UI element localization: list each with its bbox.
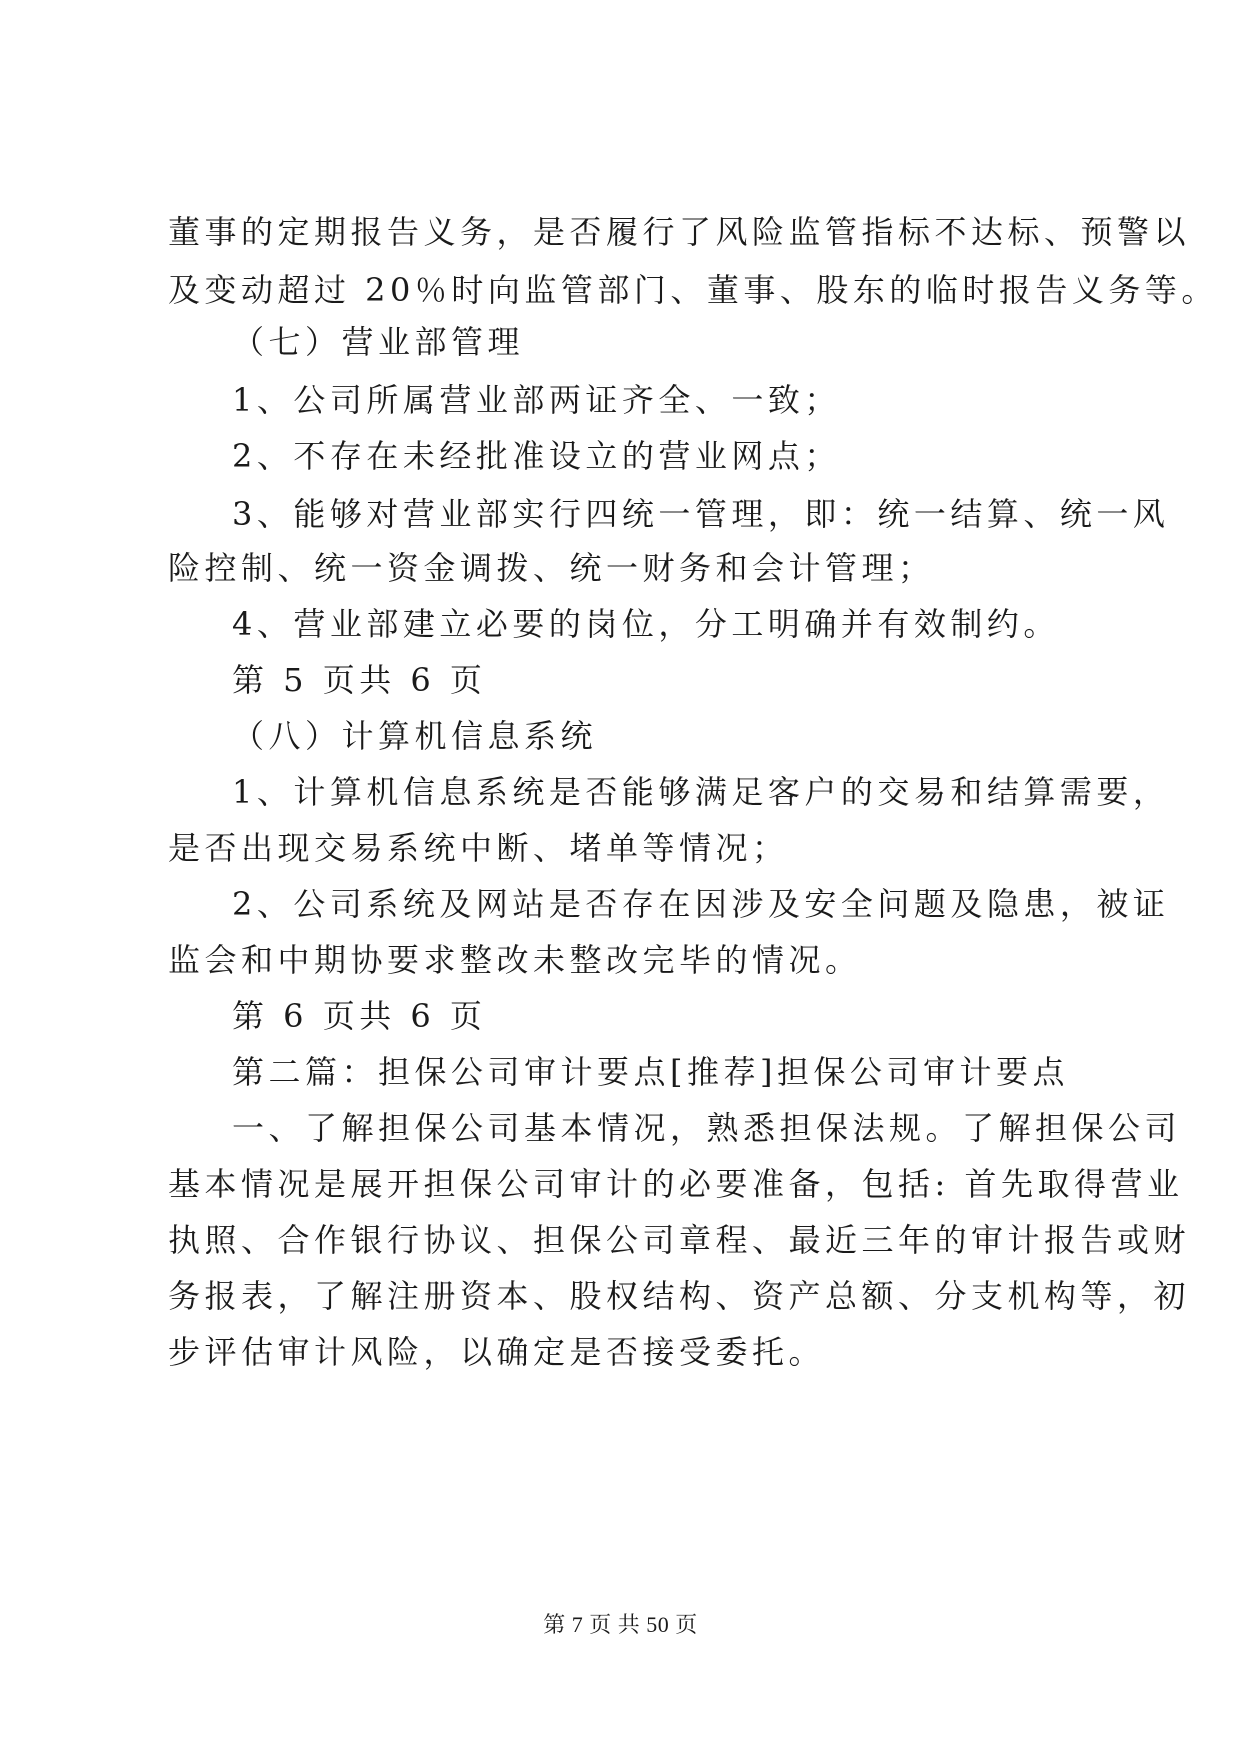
- body-line: 监会和中期协要求整改未整改完毕的情况。: [168, 941, 862, 979]
- paragraph-line: 一、了解担保公司基本情况，熟悉担保法规。了解担保公司: [232, 1109, 1182, 1147]
- inline-page-marker: 第 6 页共 6 页: [232, 997, 487, 1035]
- list-item: 2、不存在未经批准设立的营业网点；: [232, 437, 841, 475]
- body-line: 步评估审计风险，以确定是否接受委托。: [168, 1333, 826, 1371]
- body-line: 是否出现交易系统中断、堵单等情况；: [168, 829, 789, 867]
- body-line: 基本情况是展开担保公司审计的必要准备，包括: 首先取得营业: [168, 1165, 1184, 1203]
- section-heading: （七）营业部管理: [232, 323, 525, 361]
- list-item: 3、能够对营业部实行四统一管理，即：统一结算、统一风: [232, 495, 1170, 533]
- inline-page-marker: 第 5 页共 6 页: [232, 661, 487, 699]
- list-item: 4、营业部建立必要的岗位，分工明确并有效制约。: [232, 605, 1060, 643]
- list-item: 2、公司系统及网站是否存在因涉及安全问题及隐患，被证: [232, 885, 1170, 923]
- body-line: 及变动超过 20％时向监管部门、董事、股东的临时报告义务等。: [168, 271, 1218, 309]
- body-line: 执照、合作银行协议、担保公司章程、最近三年的审计报告或财: [168, 1221, 1191, 1259]
- page-footer: 第 7 页 共 50 页: [543, 1612, 698, 1637]
- body-line: 险控制、统一资金调拨、统一财务和会计管理；: [168, 549, 935, 587]
- list-item: 1、公司所属营业部两证齐全、一致；: [232, 381, 841, 419]
- list-item: 1、计算机信息系统是否能够满足客户的交易和结算需要，: [232, 773, 1170, 811]
- body-line: 务报表，了解注册资本、股权结构、资产总额、分支机构等，初: [168, 1277, 1191, 1315]
- section-heading: （八）计算机信息系统: [232, 717, 598, 755]
- body-line: 董事的定期报告义务，是否履行了风险监管指标不达标、预警以: [168, 213, 1191, 251]
- chapter-title: 第二篇：担保公司审计要点[推荐]担保公司审计要点: [232, 1053, 1069, 1091]
